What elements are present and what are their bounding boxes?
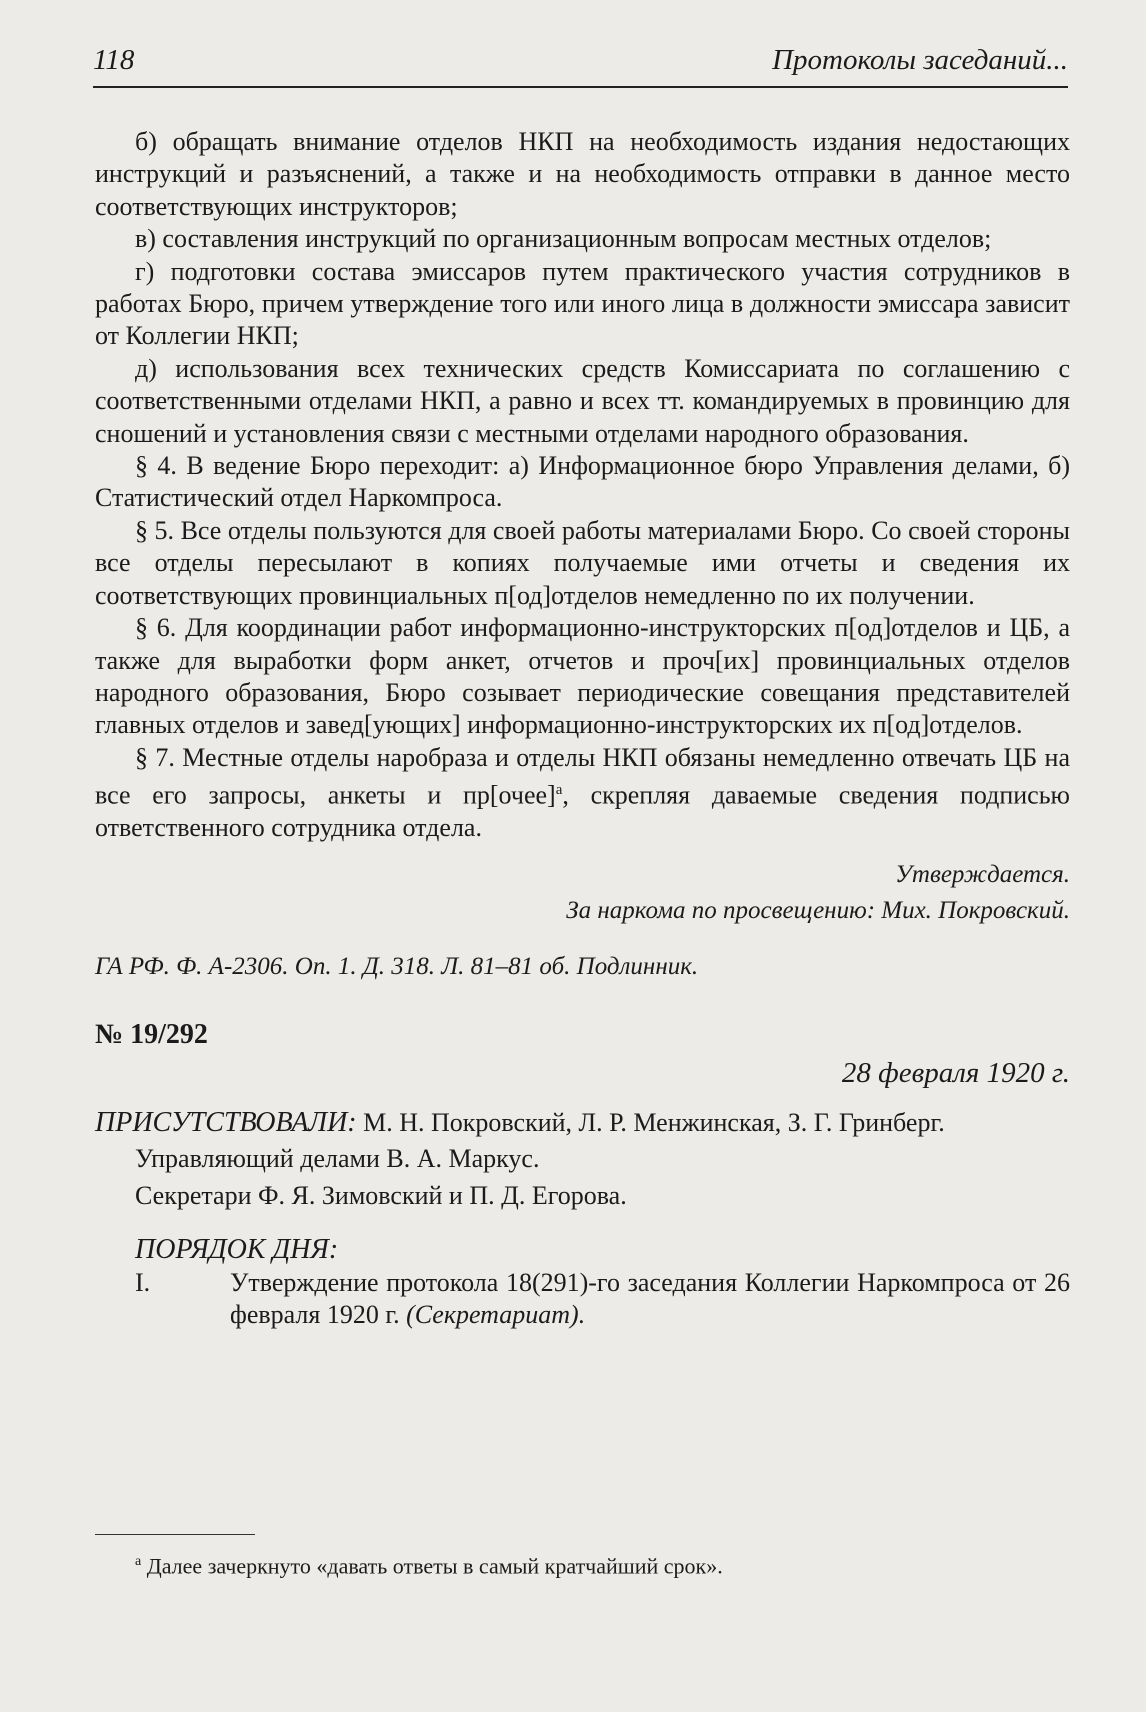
manager-line: Управляющий делами В. А. Маркус. [135,1144,540,1174]
document-heading [95,1011,1070,1101]
signed-line: За наркома по просвещению: Мих. Покровский. [566,896,1070,924]
agenda-item-responsible: (Секретариат). [406,1300,586,1330]
agenda-item-text: Утверждение протокола 18(291)-го заседания Коллегии Наркомпроса от 26 февраля 1920 г. [230,1267,1070,1330]
footnote-text: Далее зачеркнуто «давать ответы в самый кратчайший срок». [146,1553,723,1579]
present-line [95,1107,1070,1139]
footnote-marker: а [555,782,563,799]
signature-block [95,857,1070,929]
footnote [135,1548,723,1580]
list-item-b: б) обращать внимание отделов НКП на необходимость издания недостающих инструкций и разъяснений, а также и на необходимость отправки в данное место соответствующих инструкторов; [95,127,1070,221]
list-item-d: д) использования всех технических средств Комиссариата по соглашению с соответственными отделами НКП, а равно и всех тт. командируемых в провинцию для сношений и установления связи с местными отделами народного образования. [95,353,1070,448]
page-header [93,40,1068,88]
page-number: 118 [93,44,135,76]
agenda-item [95,1267,1070,1332]
main-text [95,126,1070,1331]
footnote-mark: а [135,1554,142,1569]
archive-reference: ГА РФ. Ф. А-2306. Оп. 1. Д. 318. Л. 81–81 об. Подлинник. [95,952,699,980]
paragraph-4: § 4. В ведение Бюро переходит: а) Информационное бюро Управления делами, б) Статистический отдел Наркомпроса. [95,451,1070,513]
paragraph-7-text: § 7. Местные отделы наробраза и отделы НКП обязаны немедленно отвечать ЦБ на все его запросы, анкеты и пр[очее] [95,742,1070,810]
document-number: № 19/292 [95,1019,208,1050]
agenda-title: ПОРЯДОК ДНЯ: [135,1234,339,1266]
approved-line: Утверждается. [895,860,1070,888]
present-label: ПРИСУТСТВОВАЛИ: [95,1107,357,1138]
paragraph-6: § 6. Для координации работ информационно-инструкторских п[од]отделов и ЦБ, а также для выработки форм анкет, отчетов и проч[их] провинциальных отделов народного образования, Бюро созывает периодические совещания представителей главных отделов и завед[ующих] информационно-инструкторских их п[од]отделов. [95,613,1070,740]
footnote-rule [95,1534,255,1535]
paragraph-5: § 5. Все отделы пользуются для своей работы материалами Бюро. Со своей стороны все отделы пересылают в копиях получаемые ими отчеты и сведения их соответствующих провинциальных п[од]отделов немедленно по их получении. [95,515,1070,610]
present-names: М. Н. Покровский, Л. Р. Менжинская, З. Г. Гринберг. [363,1108,945,1137]
paragraph-7-text-end: , скрепляя даваемые сведения подписью ответственного сотрудника отдела. [95,780,1070,843]
agenda-item-number: I. [135,1267,151,1297]
list-item-v: в) составления инструкций по организационным вопросам местных отделов; [135,224,992,254]
running-title: Протоколы заседаний... [772,44,1068,76]
paragraph-7 [95,742,1070,845]
secretaries-line: Секретари Ф. Я. Зимовский и П. Д. Егорова. [135,1180,627,1210]
document-date: 28 февраля 1920 г. [841,1057,1070,1089]
list-item-g: г) подготовки состава эмиссаров путем практического участия сотрудников в работах Бюро, причем утверждение того или иного лица в должности эмиссара зависит от Коллегии НКП; [95,256,1070,351]
